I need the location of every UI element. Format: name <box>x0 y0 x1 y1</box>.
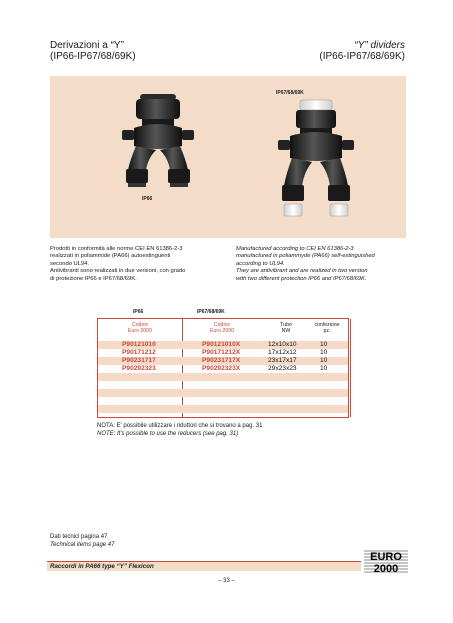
desc-it-line: di protezione IP66 e IP67/68/69K. <box>50 275 137 282</box>
logo-line1: EURO <box>370 551 402 563</box>
col-header-line: Codice <box>131 322 149 328</box>
euro2000-logo <box>364 548 408 574</box>
product-code-table <box>97 318 349 418</box>
footer-bar <box>47 561 361 571</box>
title-en-line2: (IP66-IP67/68/69K) <box>319 51 405 62</box>
title-en-line1: “Y” dividers <box>354 40 405 51</box>
col-header-code-ip66 <box>114 322 166 334</box>
pack-cell: 10 <box>320 349 328 356</box>
note-english: NOTE: It's possible to use the reducers (see pag. 31) <box>97 431 239 437</box>
desc-en-line: Manufactured according to CEI EN 61386-2-3 <box>236 246 354 252</box>
col-header-line: Tubo <box>280 322 292 328</box>
logo-line2: 2000 <box>373 563 399 574</box>
table-row-empty <box>98 389 348 397</box>
group-header-ip66: IP66 <box>133 309 144 315</box>
tube-cell: 23x17x17 <box>268 357 297 364</box>
pack-cell: 10 <box>320 357 328 364</box>
desc-en-line: They are antivibrant and are realized in two version <box>236 268 368 275</box>
page-title-english <box>319 40 405 62</box>
table-divider <box>350 319 351 417</box>
desc-it-line: realizzati in poliammide (PA66) autoestinguenti <box>50 253 171 260</box>
footer-bar-text: Raccordi in PA66 type “Y” Flexicon <box>50 563 154 570</box>
description-italian <box>50 246 228 283</box>
description-english <box>236 246 408 283</box>
page-title-italian <box>50 40 136 62</box>
ip66-label: IP66 <box>142 196 153 202</box>
tube-cell: 12x10x10 <box>268 341 297 348</box>
pack-cell: 10 <box>320 341 328 348</box>
desc-it-line: Prodotti in conformità alle norme CEI EN 61386-2-3 <box>50 246 183 252</box>
ip67-label: IP67/68/69K <box>276 90 304 96</box>
table-row-empty <box>98 381 348 389</box>
table-row-empty <box>98 373 348 381</box>
col-header-line: NW <box>281 328 291 334</box>
code-ip66-cell: P90231717 <box>122 357 156 364</box>
code-ip66-cell: P90292323 <box>122 365 156 372</box>
table-row <box>98 365 348 373</box>
tech-ref-english: Technical items page 47 <box>50 542 115 548</box>
code-ip66-cell: P90171212 <box>122 349 156 356</box>
desc-it-line: secondo UL94. <box>50 260 89 267</box>
col-header-code-ip67 <box>194 322 250 334</box>
code-ip67-cell: P90231717X <box>202 357 241 364</box>
col-header-pack <box>308 322 346 334</box>
code-ip67-cell: P90171212X <box>202 349 241 356</box>
col-header-tube <box>268 322 304 334</box>
desc-en-line: manufactured in poliammyde (PA66) self-extinguished <box>236 253 375 260</box>
desc-en-line: with two different protection IP66 and IP67/68/69K. <box>236 275 367 282</box>
desc-it-line: Antivibranti sono realizzati in due versioni, con grado <box>50 268 186 275</box>
page-number: – 33 – <box>218 578 235 584</box>
group-header-ip67: IP67/68/69K <box>197 309 225 315</box>
code-ip66-cell: P90121010 <box>122 341 156 348</box>
desc-en-line: according to UL94. <box>236 260 285 267</box>
table-row-empty <box>98 405 348 413</box>
table-row <box>98 357 348 365</box>
y-divider-ip66-image <box>108 90 212 194</box>
col-header-line: Euro 2000 <box>210 328 234 334</box>
y-divider-ip67-image <box>266 98 366 234</box>
product-photo-panel <box>50 76 406 238</box>
table-row-empty <box>98 397 348 405</box>
table-row <box>98 349 348 357</box>
title-it-line1: Derivazioni a “Y” <box>50 40 124 51</box>
col-header-line: Codice <box>213 322 231 328</box>
tech-ref-italian: Dati tecnici pagina 47 <box>50 534 108 540</box>
code-ip67-cell: P90121010X <box>202 341 241 348</box>
note-italian: NOTA: E' possibile utilizzare i riduttori che si trovano a pag. 31 <box>97 423 263 429</box>
tube-cell: 29x23x23 <box>268 365 297 372</box>
col-header-line: pz. <box>323 328 331 334</box>
title-it-line2: (IP66-IP67/68/69K) <box>50 51 136 62</box>
code-ip67-cell: P90292323X <box>202 365 241 372</box>
col-header-line: Euro 2000 <box>128 328 152 334</box>
col-header-line: confezione <box>314 322 340 328</box>
pack-cell: 10 <box>320 365 328 372</box>
table-row <box>98 341 348 349</box>
tube-cell: 17x12x12 <box>268 349 297 356</box>
